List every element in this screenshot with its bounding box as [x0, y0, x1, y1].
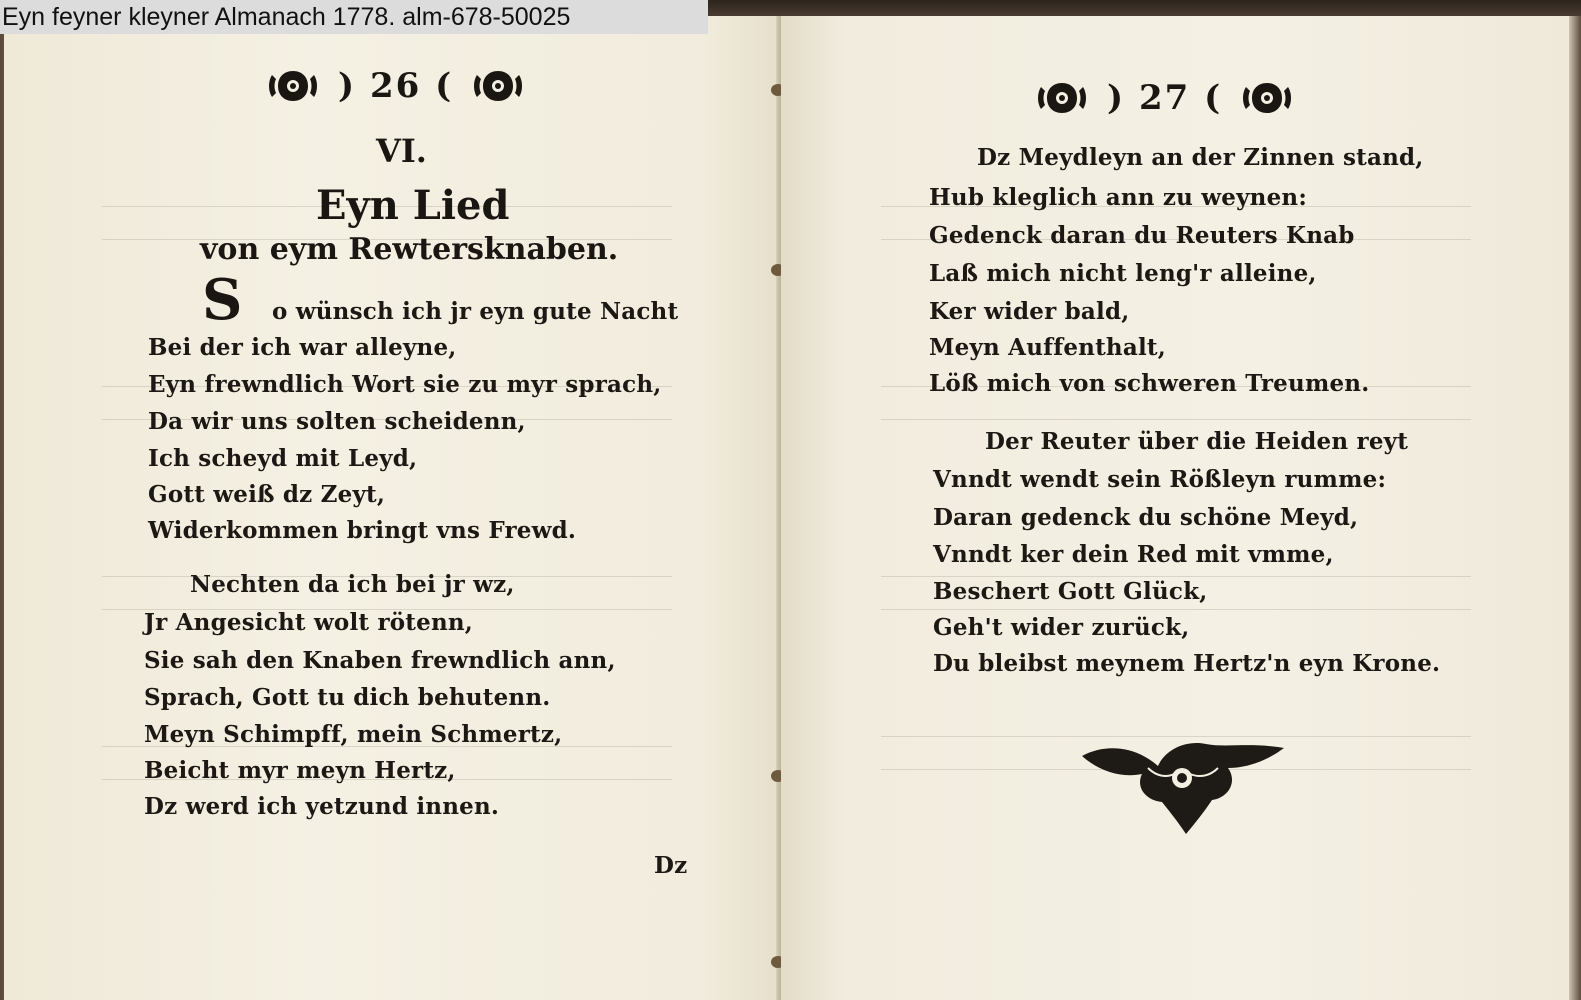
left-page [4, 16, 779, 1000]
verse-line: Nechten da ich bei jr wz, [190, 571, 515, 598]
verse-line: Widerkommen bringt vns Frewd. [148, 517, 577, 544]
verse-line: Sie sah den Knaben frewndlich ann, [144, 647, 616, 674]
book-cover-edge [1569, 16, 1581, 1000]
right-page [781, 16, 1569, 1000]
section-number: VI. [376, 132, 427, 170]
drop-capital: S [202, 267, 243, 333]
verse-line: Der Reuter über die Heiden reyt [985, 428, 1409, 455]
page-number: ) 26 ( [338, 66, 454, 106]
page-number: ) 27 ( [1107, 78, 1223, 118]
verse-line: Dz Meydleyn an der Zinnen stand, [977, 144, 1424, 171]
page-header [266, 66, 525, 106]
page-header [1035, 78, 1294, 118]
verse-line: Beicht myr meyn Hertz, [144, 757, 456, 784]
verse-line: Gott weiß dz Zeyt, [148, 481, 386, 508]
catchword: Dz [654, 852, 688, 879]
verse-line: Eyn frewndlich Wort sie zu myr sprach, [148, 371, 662, 398]
verse-line: Sprach, Gott tu dich behutenn. [144, 684, 551, 711]
verse-line: Vnndt ker dein Red mit vmme, [933, 541, 1334, 568]
verse-line: Gedenck daran du Reuters Knab [929, 222, 1355, 249]
song-subtitle: von eym Rewtersknaben. [200, 232, 619, 267]
verse-line: Meyn Schimpff, mein Schmertz, [144, 721, 563, 748]
song-title: Eyn Lied [316, 182, 510, 229]
verse-line: Vnndt wendt sein Rößleyn rumme: [933, 466, 1387, 493]
verse-line: o wünsch ich jr eyn gute Nacht [272, 298, 679, 325]
fleuron-icon [471, 67, 525, 105]
rococo-vignette-icon [1078, 738, 1288, 838]
verse-line: Laß mich nicht leng'r alleine, [929, 260, 1317, 287]
window-title: Eyn feyner kleyner Almanach 1778. alm-678-50025 [0, 0, 708, 34]
verse-line: Beschert Gott Glück, [933, 578, 1208, 605]
fleuron-icon [1035, 79, 1089, 117]
verse-line: Daran gedenck du schöne Meyd, [933, 504, 1359, 531]
verse-line: Meyn Auffenthalt, [929, 334, 1166, 361]
verse-line: Jr Angesicht wolt rötenn, [144, 609, 474, 636]
verse-line: Hub kleglich ann zu weynen: [929, 184, 1308, 211]
verse-line: Du bleibst meynem Hertz'n eyn Krone. [933, 650, 1441, 677]
fleuron-icon [266, 67, 320, 105]
verse-line: Ich scheyd mit Leyd, [148, 445, 418, 472]
fleuron-icon [1240, 79, 1294, 117]
verse-line: Ker wider bald, [929, 298, 1130, 325]
verse-line: Dz werd ich yetzund innen. [144, 793, 500, 820]
verse-line: Bei der ich war alleyne, [148, 334, 457, 361]
verse-line: Da wir uns solten scheidenn, [148, 408, 526, 435]
verse-line: Löß mich von schweren Treumen. [929, 370, 1370, 397]
verse-line: Geh't wider zurück, [933, 614, 1190, 641]
